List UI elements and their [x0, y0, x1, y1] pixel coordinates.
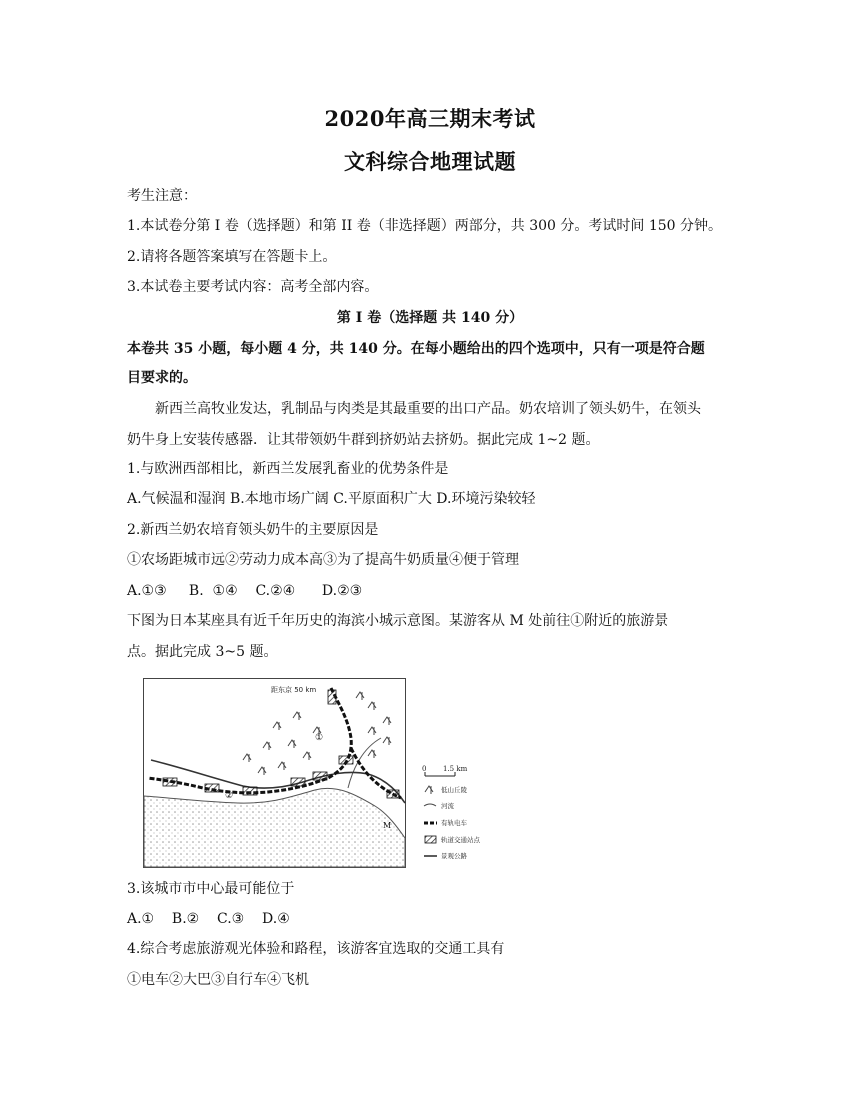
legend-road: 景观公路	[441, 852, 467, 860]
q3-stem: 3.该城市市中心最可能位于	[127, 881, 295, 897]
q3-options: A.① B.② C.③ D.④	[127, 911, 290, 927]
q1-stem: 1.与欧洲西部相比，新西兰发展乳畜业的优势条件是	[127, 461, 449, 477]
legend-station: 轨道交通站点	[441, 836, 480, 844]
notice-item-1: 1.本试卷分第 I 卷（选择题）和第 II 卷（非选择题）两部分，共 300 分。考试时间 150 分钟。	[127, 218, 722, 234]
svg-text:0: 0	[422, 765, 427, 773]
q4-stem: 4.综合考虑旅游观光体验和路程，该游客宜选取的交通工具有	[127, 941, 505, 957]
legend-hills: 低山丘陵	[441, 786, 467, 794]
q1-options: A.气候温和湿润 B.本地市场广阔 C.平原面积广大 D.环境污染较轻	[127, 491, 536, 507]
passage1-line2: 奶牛身上安装传感器．让其带领奶牛群到挤奶站去挤奶。据此完成 1~2 题。	[127, 432, 600, 448]
section-instruction-1: 本卷共 35 小题，每小题 4 分，共 140 分。在每小题给出的四个选项中，只有一项是符合题	[127, 341, 705, 357]
notice-item-3: 3.本试卷主要考试内容：高考全部内容。	[127, 279, 379, 295]
map-legend	[424, 785, 481, 860]
label-1: ①	[315, 733, 324, 743]
station-2	[339, 756, 353, 764]
legend-river: 河流	[441, 802, 454, 810]
section-title: 第 I 卷（选择题 共 140 分）	[336, 310, 524, 326]
svg-text:1.5 km: 1.5 km	[443, 765, 468, 773]
q2-options: A.①③ B. ①④ C.②④ D.②③	[127, 583, 363, 599]
q2-stem: 2.新西兰奶农培育领头奶牛的主要原因是	[127, 522, 379, 538]
exam-subtitle: 文科综合地理试题	[344, 149, 516, 174]
section-instruction-2: 目要求的。	[127, 370, 197, 386]
station-5	[243, 787, 257, 795]
scale-bar	[422, 765, 468, 776]
station-4	[291, 778, 305, 786]
station-6	[205, 784, 219, 792]
passage2-line2: 点。据此完成 3~5 题。	[127, 644, 278, 660]
q4-choices: ①电车②大巴③自行车④飞机	[127, 972, 309, 988]
legend-tram: 有轨电车	[441, 819, 467, 827]
distance-note: 距东京 50 km	[271, 686, 317, 694]
label-2: ②	[225, 791, 234, 801]
station-8	[387, 790, 399, 798]
passage2-line1: 下图为日本某座具有近千年历史的海滨小城示意图。某游客从 M 处前往①附近的旅游景	[127, 613, 669, 629]
coastal-town-map	[143, 678, 505, 868]
label-m: M	[383, 821, 392, 830]
exam-title: 2020年高三期末考试	[324, 106, 536, 131]
passage1-line1: 新西兰高牧业发达，乳制品与肉类是其最重要的出口产品。奶农培训了领头奶牛，在领头	[155, 401, 701, 417]
notice-item-2: 2.请将各题答案填写在答题卡上。	[127, 249, 337, 265]
notice-heading: 考生注意：	[127, 188, 197, 204]
station-1	[328, 690, 336, 704]
station-3	[313, 772, 327, 780]
q2-choices: ①农场距城市远②劳动力成本高③为了提高牛奶质量④便于管理	[127, 552, 519, 568]
station-7	[163, 778, 177, 786]
